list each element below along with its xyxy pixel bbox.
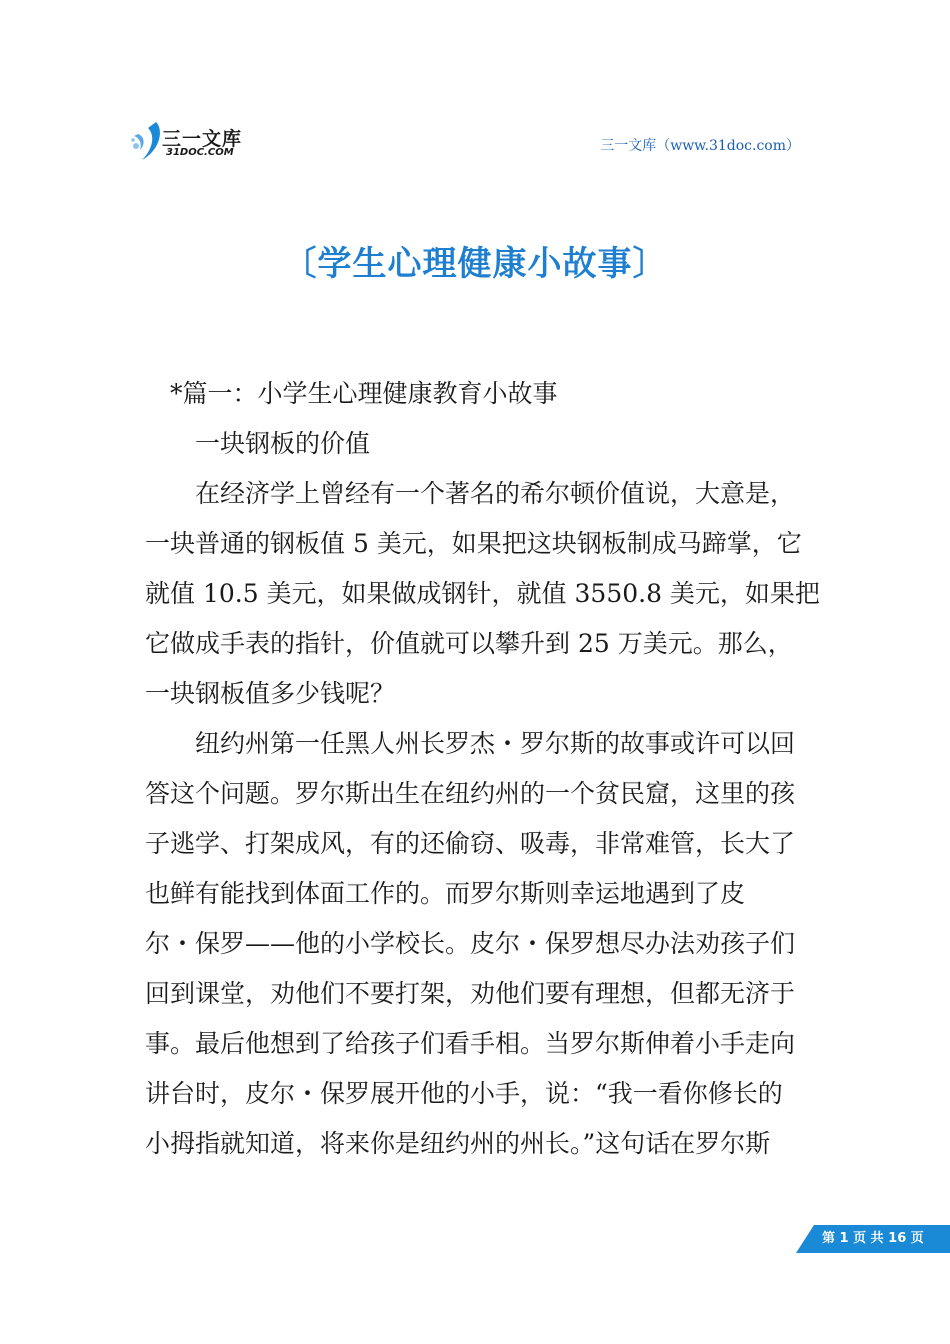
page-number-label: 第 1 页 共 16 页 — [822, 1231, 924, 1246]
logo-name: 三一文库 — [162, 128, 243, 150]
body-line: 讲台时，皮尔・保罗展开他的小手，说：“我一看你修长的 — [145, 1079, 783, 1108]
body-line: 它做成手表的指针，价值就可以攀升到 25 万美元。那么， — [145, 629, 793, 658]
body-line: 就值 10.5 美元，如果做成钢针，就值 3550.8 美元，如果把 — [145, 579, 820, 608]
body-line: *篇一：小学生心理健康教育小故事 — [145, 379, 558, 408]
body-line: 一块普通的钢板值 5 美元，如果把这块钢板制成马蹄掌，它 — [145, 529, 802, 558]
body-line: 小拇指就知道，将来你是纽约州的州长。”这句话在罗尔斯 — [145, 1129, 771, 1158]
body-line: 纽约州第一任黑人州长罗杰・罗尔斯的故事或许可以回 — [145, 729, 796, 758]
body-line: 事。最后他想到了给孩子们看手相。当罗尔斯伸着小手走向 — [145, 1029, 796, 1058]
body-line: 一块钢板的价值 — [145, 429, 371, 458]
body-line: 也鲜有能找到体面工作的。而罗尔斯则幸运地遇到了皮 — [145, 879, 746, 908]
site-logo — [130, 120, 250, 164]
logo-domain: 31DOC.COM — [166, 147, 234, 158]
body-line: 答这个问题。罗尔斯出生在纽约州的一个贫民窟，这里的孩 — [145, 779, 796, 808]
logo-swirl-icon — [130, 120, 166, 164]
body-line: 一块钢板值多少钱呢？ — [145, 679, 396, 708]
document-body — [145, 369, 820, 1169]
header-site-link[interactable]: 三一文库（www.31doc.com） — [600, 138, 800, 154]
body-line: 在经济学上曾经有一个著名的希尔顿价值说，大意是， — [145, 479, 796, 508]
document-title: 〔学生心理健康小故事〕 — [282, 244, 668, 284]
page-indicator — [796, 1225, 950, 1253]
body-line: 子逃学、打架成风，有的还偷窃、吸毒，非常难管，长大了 — [145, 829, 796, 858]
body-line: 回到课堂，劝他们不要打架，劝他们要有理想，但都无济于 — [145, 979, 796, 1008]
body-line: 尔・保罗——他的小学校长。皮尔・保罗想尽办法劝孩子们 — [145, 929, 796, 958]
